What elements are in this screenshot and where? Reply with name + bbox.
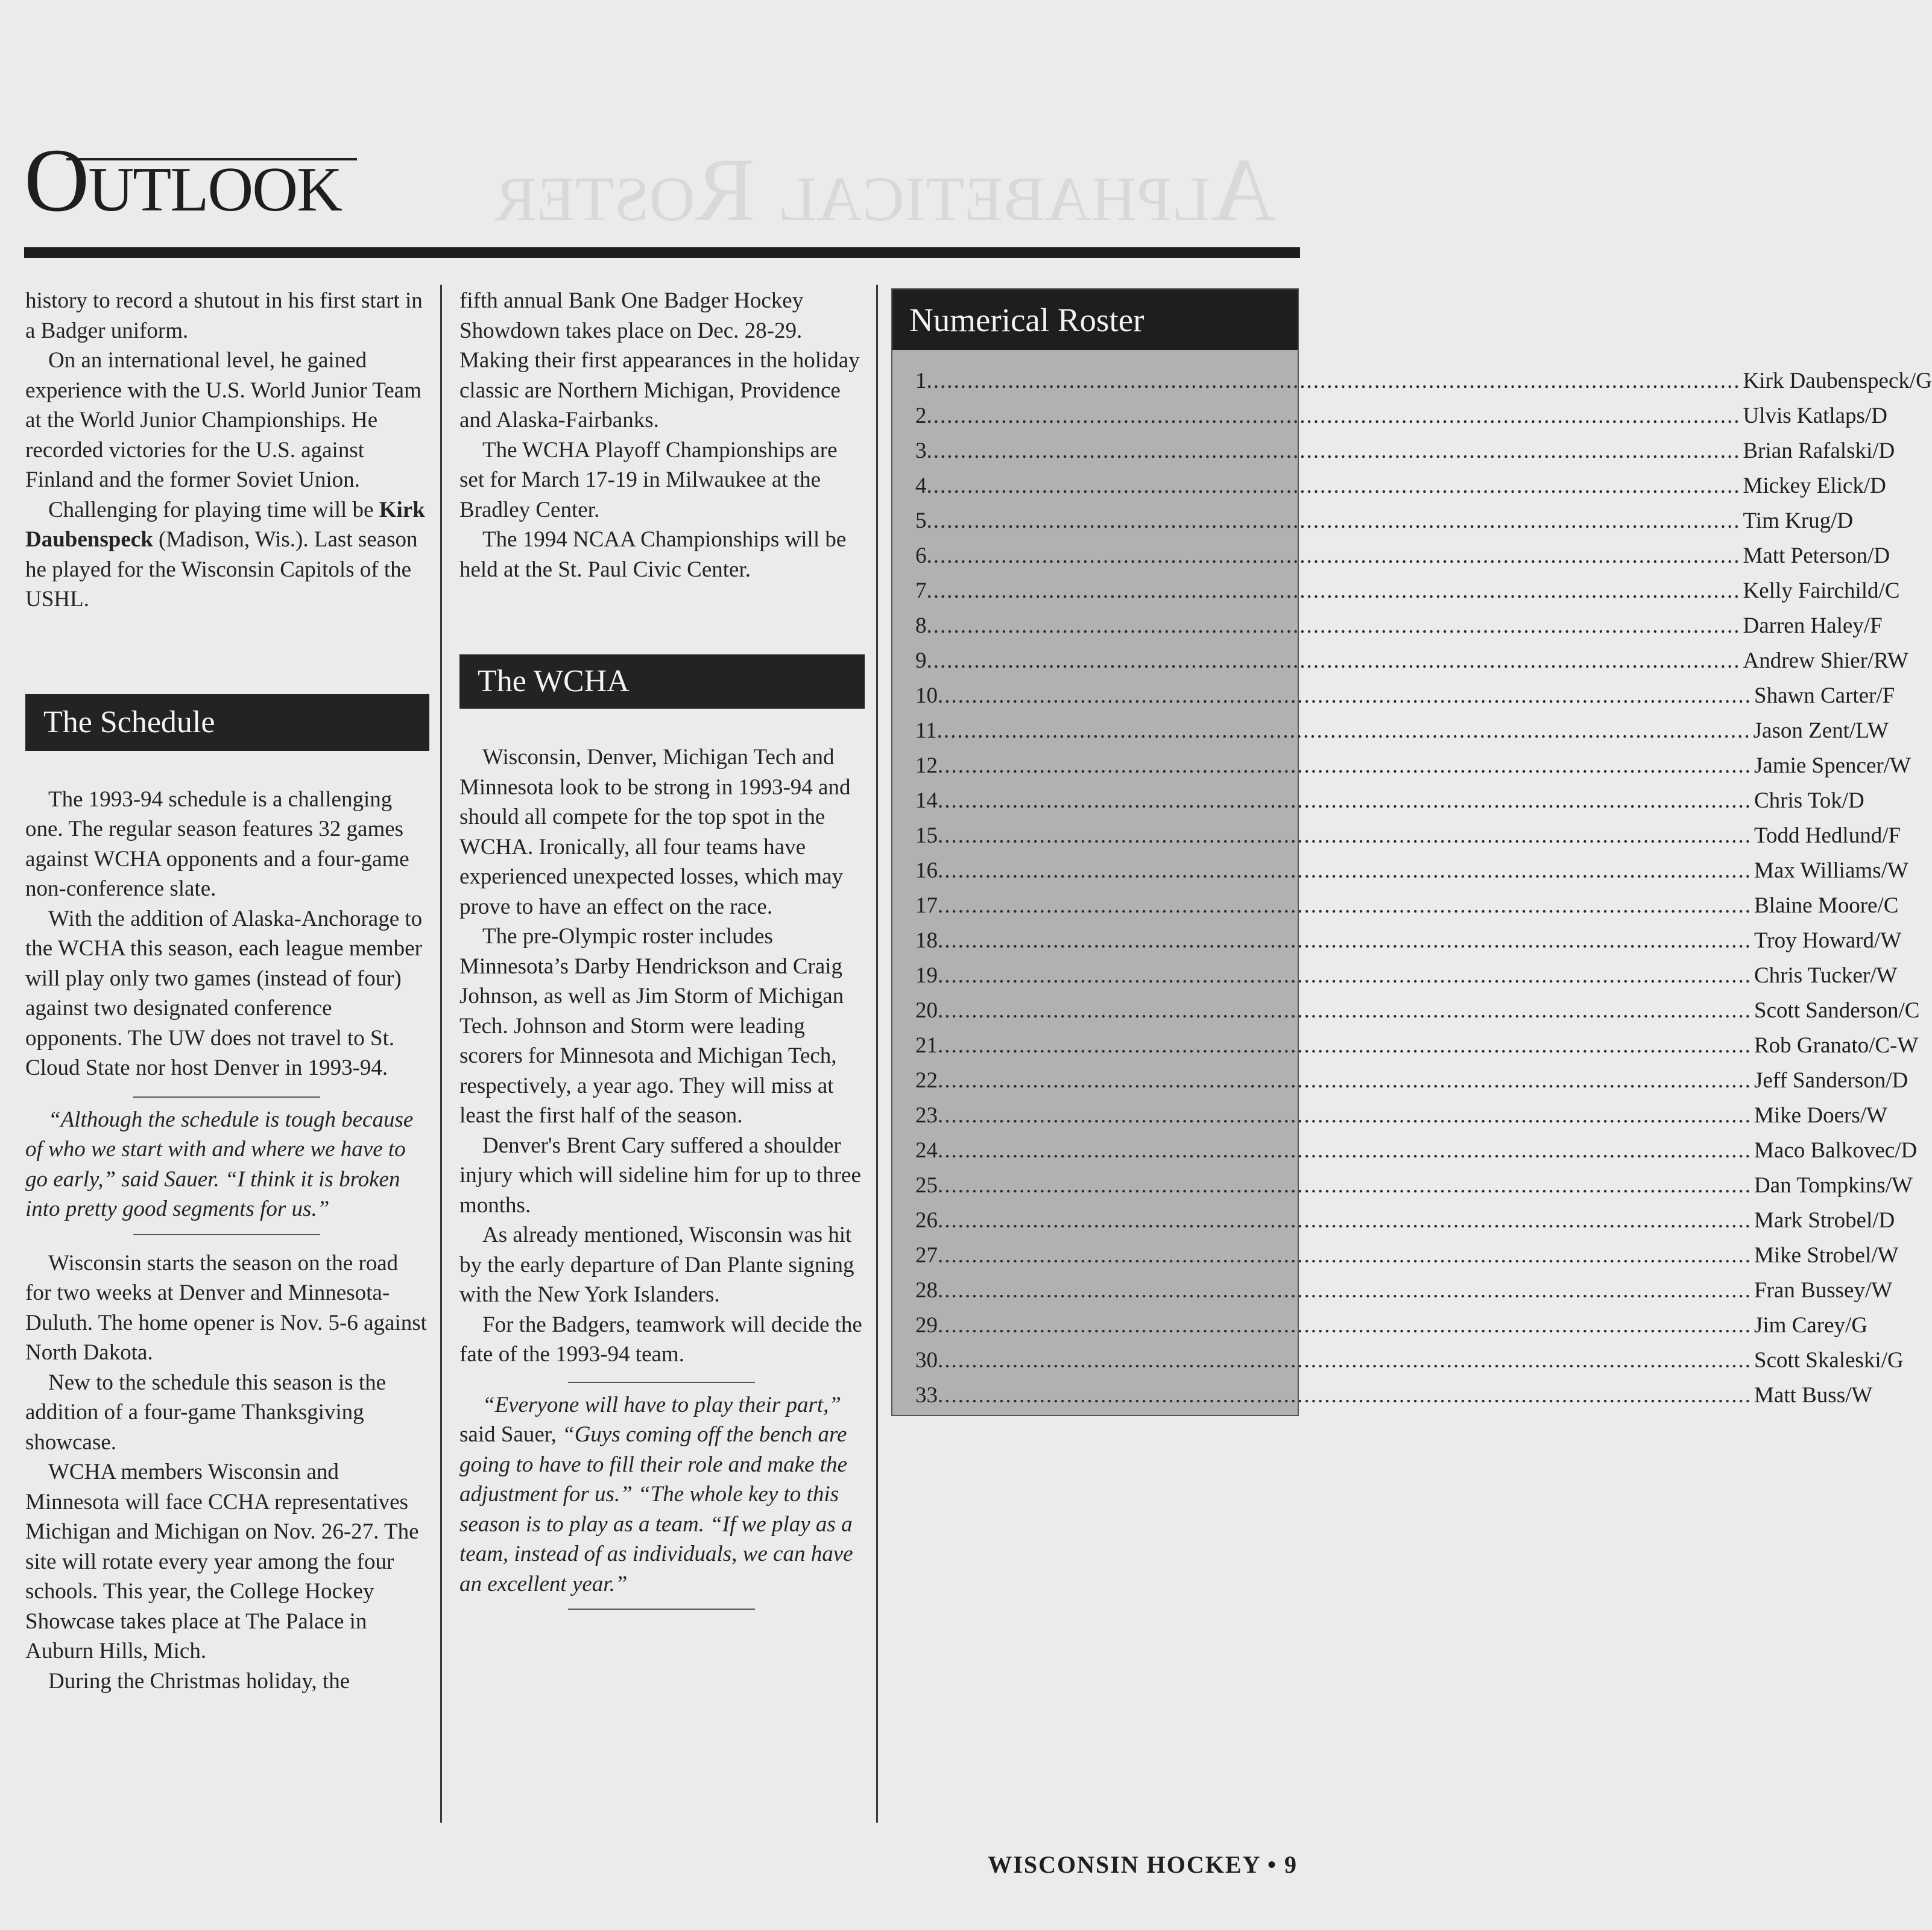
roster-row <box>915 1137 1918 1172</box>
player-name: Mike Strobel/W <box>1754 1243 1899 1268</box>
roster-row <box>915 1103 1887 1137</box>
leader-dots: ........................................................................................................................ <box>938 1348 1752 1373</box>
paragraph: fifth annual Bank One Badger Hockey Showdown takes place on Dec. 28-29. Making their first appearances in the holiday classic are Northern Michigan, Providence and Alaska-Fairbanks. <box>459 288 860 432</box>
roster-row <box>915 648 1908 683</box>
leader-dots: ........................................................................................................................ <box>938 1033 1752 1058</box>
page-title: Outlook <box>24 130 341 230</box>
paragraph: As already mentioned, Wisconsin was hit by the early departure of Dan Plante signing with the New York Islanders. <box>459 1223 854 1307</box>
roster-row <box>915 473 1886 508</box>
pull-quote <box>459 1390 863 1599</box>
paragraph: Wisconsin starts the season on the road for two weeks at Denver and Minnesota-Duluth. The home opener is Nov. 5-6 against North Dakota. <box>25 1250 427 1365</box>
leader-dots: ........................................................................................................................ <box>938 1313 1752 1338</box>
jersey-number: 24 <box>915 1138 938 1163</box>
roster-row <box>915 788 1864 823</box>
roster-row <box>915 1382 1873 1417</box>
player-name: Kirk Daubenspeck/G <box>1743 369 1932 393</box>
player-name: Blaine Moore/C <box>1754 893 1899 918</box>
leader-dots: ........................................................................................................................ <box>938 753 1752 778</box>
roster-row <box>915 438 1895 473</box>
jersey-number: 20 <box>915 998 938 1023</box>
player-name: Andrew Shier/RW <box>1743 648 1908 673</box>
paragraph: The pre-Olympic roster includes Minnesota’s Darby Hendrickson and Craig Johnson, as well as Jim Storm of Michigan Tech. Johnson and Storm were leading scorers for Minnesota and Michigan Tech, respectively, a year ago. They will miss at least the first half of the season. <box>459 924 844 1128</box>
jersey-number: 27 <box>915 1243 938 1268</box>
leader-dots: ........................................................................................................................ <box>938 1068 1752 1093</box>
roster-row <box>915 1277 1893 1312</box>
player-name: Jamie Spencer/W <box>1754 753 1911 778</box>
jersey-number: 25 <box>915 1173 938 1198</box>
paragraph: With the addition of Alaska-Anchorage to the WCHA this season, each league member will play only two games (instead of four) against two designated conference opponents. The UW does not travel to St. Cloud State nor host Denver in 1993-94. <box>25 906 423 1080</box>
leader-dots: ........................................................................................................................ <box>938 963 1752 988</box>
roster-row <box>915 1033 1919 1068</box>
leader-dots: ........................................................................................................................ <box>938 1138 1752 1163</box>
text-run: Challenging for playing time will be <box>48 497 379 522</box>
leader-dots: ........................................................................................................................ <box>926 543 1741 568</box>
player-name: Jason Zent/LW <box>1753 718 1889 743</box>
quote-rule-top <box>133 1096 320 1098</box>
leader-dots: ........................................................................................................................ <box>926 578 1741 603</box>
jersey-number: 3 <box>915 438 927 463</box>
roster-row <box>915 928 1902 963</box>
paragraph: Wisconsin, Denver, Michigan Tech and Minnesota look to be strong in 1993-94 and should all compete for the top spot in the WCHA. Ironically, all four teams have experienced unexpected losses, which may prove to have an effect on the race. <box>459 745 851 919</box>
roster-row <box>915 1242 1899 1277</box>
roster-row <box>915 858 1908 893</box>
roster-row <box>915 1347 1904 1382</box>
jersey-number: 16 <box>915 858 938 883</box>
jersey-number: 6 <box>915 543 927 568</box>
jersey-number: 5 <box>915 508 927 533</box>
column-divider-2 <box>876 285 878 1823</box>
jersey-number: 28 <box>915 1278 938 1303</box>
leader-dots: ........................................................................................................................ <box>938 928 1752 953</box>
leader-dots: ........................................................................................................................ <box>938 893 1752 918</box>
player-name: Chris Tok/D <box>1754 788 1864 813</box>
player-name: Chris Tucker/W <box>1754 963 1898 988</box>
paragraph <box>25 495 428 615</box>
leader-dots: ........................................................................................................................ <box>926 438 1741 463</box>
jersey-number: 23 <box>915 1103 938 1128</box>
player-name: Shawn Carter/F <box>1754 683 1895 708</box>
leader-dots: ........................................................................................................................ <box>938 823 1752 848</box>
text-run: (Madison, Wis.). Last season he played for the Wisconsin Capitols of the USHL. <box>25 527 418 612</box>
quote-rule-top <box>568 1382 755 1383</box>
roster-list <box>915 368 1932 1417</box>
roster-row <box>915 1172 1913 1207</box>
leader-dots: ........................................................................................................................ <box>938 788 1752 813</box>
paragraph: For the Badgers, teamwork will decide the fate of the 1993-94 team. <box>459 1312 862 1367</box>
leader-dots: ........................................................................................................................ <box>938 998 1752 1023</box>
roster-row <box>915 893 1899 928</box>
pull-quote: “Although the schedule is tough because of who we start with and where we have to go early,” said Sauer. “I think it is broken into pretty good segments for us.” <box>25 1107 414 1221</box>
player-name: Scott Skaleski/G <box>1754 1348 1904 1373</box>
column-2 <box>459 286 863 1610</box>
roster-row <box>915 683 1895 718</box>
leader-dots: ........................................................................................................................ <box>938 858 1752 883</box>
player-name: Brian Rafalski/D <box>1743 438 1895 463</box>
jersey-number: 2 <box>915 403 927 428</box>
leader-dots: ........................................................................................................................ <box>926 508 1741 533</box>
jersey-number: 18 <box>915 928 938 953</box>
roster-row <box>915 403 1887 438</box>
player-name: Todd Hedlund/F <box>1754 823 1901 848</box>
jersey-number: 11 <box>915 718 937 743</box>
jersey-number: 12 <box>915 753 938 778</box>
player-name: Troy Howard/W <box>1754 928 1902 953</box>
player-name: Tim Krug/D <box>1743 508 1854 533</box>
page-footer: WISCONSIN HOCKEY • 9 <box>988 1851 1298 1878</box>
player-name: Matt Buss/W <box>1754 1383 1873 1408</box>
section-heading-schedule: The Schedule <box>25 694 429 751</box>
quote-attribution: said Sauer, <box>459 1422 563 1447</box>
leader-dots: ........................................................................................................................ <box>926 648 1741 673</box>
leader-dots: ........................................................................................................................ <box>926 473 1741 498</box>
player-name: Maco Balkovec/D <box>1754 1138 1918 1163</box>
quote-part: “Guys coming off the bench are going to have to fill their role and make the adjustment for us.” “The whole key to this season is to play as a team. “If we play as a team, instead of as individuals, we can have an excellent year.” <box>459 1422 853 1596</box>
jersey-number: 29 <box>915 1313 938 1338</box>
player-name-bold: Kirk Daubenspeck <box>25 497 425 552</box>
roster-row <box>915 963 1898 998</box>
paragraph: The 1993-94 schedule is a challenging one. The regular season features 32 games against WCHA opponents and a four-game non-conference slate. <box>25 786 409 901</box>
player-name: Kelly Fairchild/C <box>1743 578 1900 603</box>
ghost-title-bleedthrough: Alphabetical Roster <box>494 140 1276 240</box>
quote-rule-bottom <box>568 1609 755 1610</box>
leader-dots: ........................................................................................................................ <box>938 1383 1752 1408</box>
paragraph: Denver's Brent Cary suffered a shoulder injury which will sideline him for up to three months. <box>459 1133 861 1218</box>
player-name: Mickey Elick/D <box>1743 473 1886 498</box>
roster-row <box>915 543 1890 578</box>
player-name: Ulvis Katlaps/D <box>1743 403 1887 428</box>
roster-row <box>915 753 1911 788</box>
leader-dots: ........................................................................................................................ <box>938 683 1752 708</box>
player-name: Rob Granato/C-W <box>1754 1033 1919 1058</box>
jersey-number: 14 <box>915 788 938 813</box>
player-name: Mike Doers/W <box>1754 1103 1887 1128</box>
paragraph: history to record a shutout in his first start in a Badger uniform. <box>25 288 423 343</box>
jersey-number: 10 <box>915 683 938 708</box>
player-name: Jim Carey/G <box>1754 1313 1868 1338</box>
jersey-number: 9 <box>915 648 927 673</box>
roster-row <box>915 823 1901 858</box>
section-heading-wcha: The WCHA <box>459 654 865 709</box>
paragraph: During the Christmas holiday, the <box>48 1668 350 1694</box>
roster-row <box>915 718 1889 753</box>
player-name: Max Williams/W <box>1754 858 1908 883</box>
player-name: Jeff Sanderson/D <box>1754 1068 1908 1093</box>
player-name: Darren Haley/F <box>1743 613 1883 638</box>
jersey-number: 33 <box>915 1383 938 1408</box>
jersey-number: 26 <box>915 1208 938 1233</box>
roster-row <box>915 1068 1908 1103</box>
paragraph: New to the schedule this season is the addition of a four-game Thanksgiving showcase. <box>25 1370 387 1455</box>
jersey-number: 17 <box>915 893 938 918</box>
jersey-number: 30 <box>915 1348 938 1373</box>
roster-row <box>915 613 1883 648</box>
jersey-number: 19 <box>915 963 938 988</box>
leader-dots: ........................................................................................................................ <box>938 1208 1752 1233</box>
leader-dots: ........................................................................................................................ <box>938 1103 1752 1128</box>
jersey-number: 1 <box>915 369 927 393</box>
jersey-number: 22 <box>915 1068 938 1093</box>
roster-row <box>915 1207 1895 1242</box>
numerical-roster-box <box>891 288 1932 1416</box>
roster-row <box>915 578 1900 613</box>
paragraph: The WCHA Playoff Championships are set for March 17-19 in Milwaukee at the Bradley Center. <box>459 437 838 522</box>
roster-row <box>915 368 1932 403</box>
leader-dots: ........................................................................................................................ <box>926 613 1741 638</box>
quote-part: “Everyone will have to play their part,” <box>482 1392 841 1417</box>
column-1 <box>25 286 428 1696</box>
leader-dots: ........................................................................................................................ <box>938 1278 1752 1303</box>
jersey-number: 21 <box>915 1033 938 1058</box>
paragraph: The 1994 NCAA Championships will be held at the St. Paul Civic Center. <box>459 527 847 582</box>
jersey-number: 15 <box>915 823 938 848</box>
roster-heading: Numerical Roster <box>892 290 1298 350</box>
leader-dots: ........................................................................................................................ <box>936 718 1751 743</box>
roster-row <box>915 998 1920 1033</box>
player-name: Dan Tompkins/W <box>1754 1173 1913 1198</box>
player-name: Mark Strobel/D <box>1754 1208 1895 1233</box>
column-divider-1 <box>440 285 442 1823</box>
jersey-number: 4 <box>915 473 927 498</box>
leader-dots: ........................................................................................................................ <box>926 403 1741 428</box>
player-name: Matt Peterson/D <box>1743 543 1890 568</box>
roster-row <box>915 508 1854 543</box>
player-name: Scott Sanderson/C <box>1754 998 1920 1023</box>
leader-dots: ........................................................................................................................ <box>926 369 1741 393</box>
player-name: Fran Bussey/W <box>1754 1278 1893 1303</box>
leader-dots: ........................................................................................................................ <box>938 1173 1752 1198</box>
header-rule <box>24 247 1300 258</box>
leader-dots: ........................................................................................................................ <box>938 1243 1752 1268</box>
quote-rule-bottom <box>133 1234 320 1235</box>
jersey-number: 7 <box>915 578 927 603</box>
paragraph: WCHA members Wisconsin and Minnesota will face CCHA representatives Michigan and Michigan on Nov. 26-27. The site will rotate every year among the four schools. This year, the College Hockey Showcase takes place at The Palace in Auburn Hills, Mich. <box>25 1460 419 1663</box>
jersey-number: 8 <box>915 613 927 638</box>
paragraph: On an international level, he gained experience with the U.S. World Junior Team at the World Junior Championships. He recorded victories for the U.S. against Finland and the former Soviet Union. <box>25 348 421 492</box>
roster-row <box>915 1312 1868 1347</box>
